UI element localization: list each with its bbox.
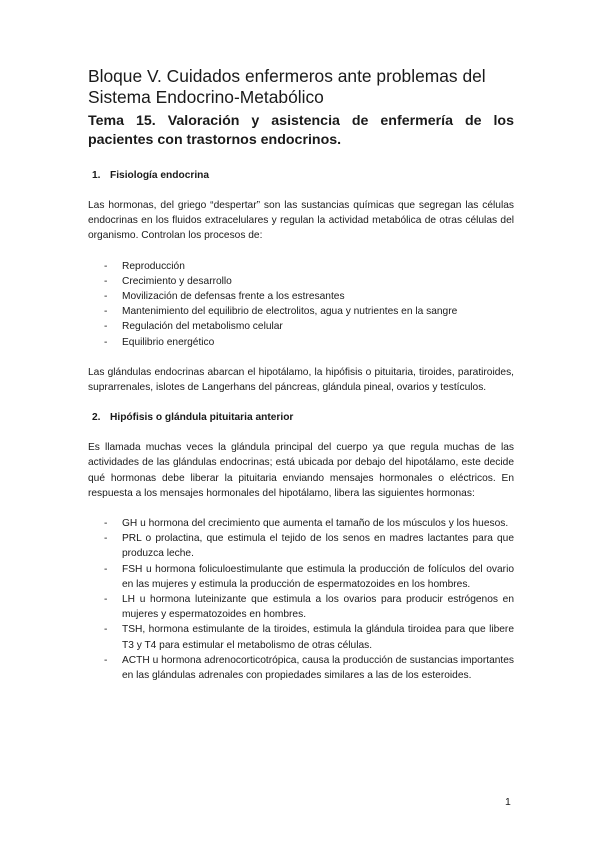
list-bullet: - xyxy=(104,533,108,545)
list-bullet: - xyxy=(104,518,108,530)
list-item: - GH u hormona del crecimiento que aumenta el tamaño de los músculos y los huesos. xyxy=(88,516,514,531)
page-number: 1 xyxy=(505,796,511,808)
list-item: - Movilización de defensas frente a los estresantes xyxy=(88,289,514,304)
list-item: - Regulación del metabolismo celular xyxy=(88,319,514,334)
list-item: - TSH, hormona estimulante de la tiroides, estimula la glándula tiroidea para que libere T3 y T4 para estimular el metabolismo de otras células. xyxy=(88,622,514,652)
list-item: - Crecimiento y desarrollo xyxy=(88,274,514,289)
list-item: - Equilibrio energético xyxy=(88,335,514,350)
block-title-line-1: Bloque V. Cuidados enfermeros ante problemas del xyxy=(88,66,486,86)
section-1-intro: Las hormonas, del griego “despertar” son las sustancias químicas que segregan las células endocrinas en los fluidos extracelulares y regulan la actividad metabólica de otras células del organismo. Controlan los procesos de: xyxy=(88,200,514,242)
block-title-line-2: Sistema Endocrino-Metabólico xyxy=(88,87,324,107)
list-bullet: - xyxy=(104,306,108,318)
topic-title: Tema 15. Valoración y asistencia de enfermería de los pacientes con trastornos endocrinos. xyxy=(88,113,514,148)
list-item: - PRL o prolactina, que estimula el tejido de los senos en madres lactantes para que produzca leche. xyxy=(88,531,514,561)
section-2-title: Hipófisis o glándula pituitaria anterior xyxy=(110,412,294,424)
document-page xyxy=(88,66,514,683)
list-bullet: - xyxy=(104,654,108,666)
section-1-list xyxy=(88,259,514,350)
list-item: - LH u hormona luteinizante que estimula a los ovarios para producir estrógenos en mujeres y espermatozoides en hombres. xyxy=(88,592,514,622)
list-bullet: - xyxy=(104,275,108,287)
section-1-title: Fisiología endocrina xyxy=(110,170,210,181)
section-1-heading xyxy=(88,170,514,181)
list-item: - FSH u hormona foliculoestimulante que estimula la producción de folículos del ovario en las mujeres y estimula la producción de espermatozoides en los hombres. xyxy=(88,562,514,592)
section-1-number: 1. xyxy=(92,170,101,181)
section-2-heading xyxy=(88,412,514,423)
list-bullet: - xyxy=(104,563,108,575)
section-2-intro: Es llamada muchas veces la glándula principal del cuerpo ya que regula muchas de las actividades de las glándulas endocrinas; está ubicada por debajo del hipotálamo, este decide qué hormonas debe liberar la pituitaria enviando mensajes hormonales o eléctricos. En respuesta a los mensajes hormonales del hipotálamo, libera las siguientes hormonas: xyxy=(88,442,514,499)
section-2-list xyxy=(88,516,514,683)
list-bullet: - xyxy=(104,291,108,303)
block-title xyxy=(88,66,514,108)
list-item: - ACTH u hormona adrenocorticotrópica, causa la producción de sustancias importantes en las glándulas adrenales con propiedades similares a las de los esteroides. xyxy=(88,653,514,683)
list-bullet: - xyxy=(104,336,108,348)
list-item: - Reproducción xyxy=(88,259,514,274)
list-bullet: - xyxy=(104,321,108,333)
list-item: - Mantenimiento del equilibrio de electrolitos, agua y nutrientes en la sangre xyxy=(88,304,514,319)
list-bullet: - xyxy=(104,260,108,272)
section-1-closing: Las glándulas endocrinas abarcan el hipotálamo, la hipófisis o pituitaria, tiroides, paratiroides, suprarrenales, islotes de Langerhans del páncreas, glándula pineal, ovarios y testículos. xyxy=(88,366,514,394)
section-2-number: 2. xyxy=(92,412,101,424)
list-bullet: - xyxy=(104,594,108,606)
list-bullet: - xyxy=(104,624,108,636)
